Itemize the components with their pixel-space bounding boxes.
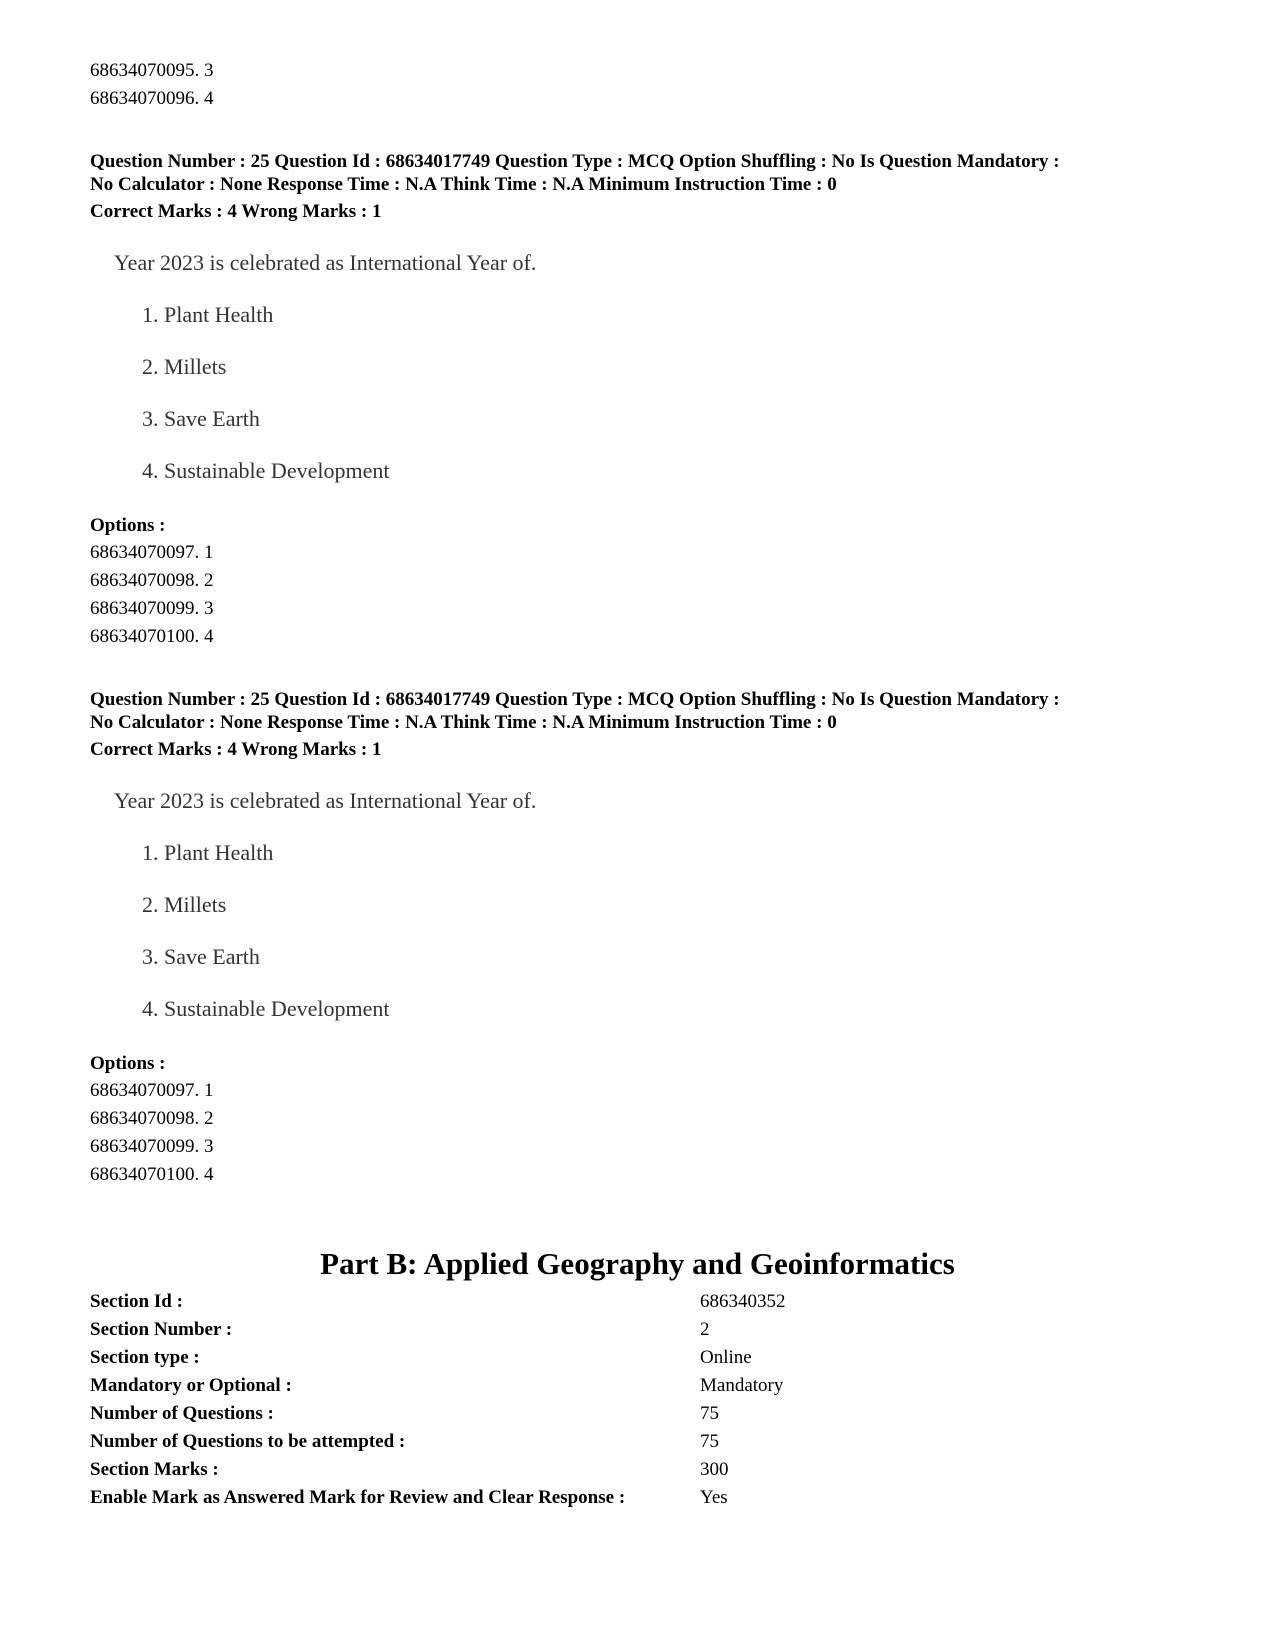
question-meta-line: Question Number : 25 Question Id : 68634017749 Question Type : MCQ Option Shuffling : No Is Question Mandatory : xyxy=(90,689,1060,710)
section-value: Yes xyxy=(700,1487,728,1508)
section-row xyxy=(90,1455,1190,1484)
question-text: Year 2023 is celebrated as International Year of. xyxy=(114,250,537,275)
question-meta-line: Question Number : 25 Question Id : 68634017749 Question Type : MCQ Option Shuffling : No Is Question Mandatory : xyxy=(90,151,1060,172)
section-value: 686340352 xyxy=(700,1291,786,1312)
section-label: Number of Questions : xyxy=(90,1403,274,1424)
part-title: Part B: Applied Geography and Geoinformatics xyxy=(320,1246,955,1281)
options-label: Options : xyxy=(90,515,166,536)
answer-choice: 4. Sustainable Development xyxy=(142,458,390,483)
section-row xyxy=(90,1287,1190,1316)
section-label: Section Id : xyxy=(90,1291,183,1312)
answer-choice: 4. Sustainable Development xyxy=(142,996,390,1021)
section-label: Section Number : xyxy=(90,1319,233,1340)
section-label: Enable Mark as Answered Mark for Review and Clear Response : xyxy=(90,1487,626,1508)
section-label: Mandatory or Optional : xyxy=(90,1375,292,1396)
section-label: Number of Questions to be attempted : xyxy=(90,1431,406,1452)
section-value: Online xyxy=(700,1347,752,1368)
question-text: Year 2023 is celebrated as International Year of. xyxy=(114,788,537,813)
answer-choice: 2. Millets xyxy=(142,892,227,917)
option-line: 68634070097. 1 xyxy=(90,542,214,563)
section-label: Section Marks : xyxy=(90,1459,219,1480)
question-marks: Correct Marks : 4 Wrong Marks : 1 xyxy=(90,201,382,222)
question-meta-line: No Calculator : None Response Time : N.A Think Time : N.A Minimum Instruction Time : 0 xyxy=(90,174,837,195)
answer-choice: 2. Millets xyxy=(142,354,227,379)
section-row xyxy=(90,1427,1190,1456)
section-row xyxy=(90,1483,1190,1512)
option-line: 68634070099. 3 xyxy=(90,1136,214,1157)
option-line: 68634070095. 3 xyxy=(90,60,214,81)
section-row xyxy=(90,1343,1190,1372)
section-row xyxy=(90,1315,1190,1344)
section-value: 300 xyxy=(700,1459,729,1480)
answer-choice: 1. Plant Health xyxy=(142,302,274,327)
section-row xyxy=(90,1399,1190,1428)
answer-choice: 1. Plant Health xyxy=(142,840,274,865)
option-line: 68634070098. 2 xyxy=(90,1108,214,1129)
answer-choice: 3. Save Earth xyxy=(142,406,260,431)
options-label: Options : xyxy=(90,1053,166,1074)
option-line: 68634070100. 4 xyxy=(90,626,214,647)
question-meta-line: No Calculator : None Response Time : N.A Think Time : N.A Minimum Instruction Time : 0 xyxy=(90,712,837,733)
section-value: Mandatory xyxy=(700,1375,784,1396)
option-line: 68634070100. 4 xyxy=(90,1164,214,1185)
section-value: 2 xyxy=(700,1319,710,1340)
option-line: 68634070099. 3 xyxy=(90,598,214,619)
option-line: 68634070097. 1 xyxy=(90,1080,214,1101)
section-row xyxy=(90,1371,1190,1400)
section-value: 75 xyxy=(700,1403,719,1424)
question-marks: Correct Marks : 4 Wrong Marks : 1 xyxy=(90,739,382,760)
section-value: 75 xyxy=(700,1431,719,1452)
answer-choice: 3. Save Earth xyxy=(142,944,260,969)
section-label: Section type : xyxy=(90,1347,200,1368)
option-line: 68634070096. 4 xyxy=(90,88,214,109)
option-line: 68634070098. 2 xyxy=(90,570,214,591)
